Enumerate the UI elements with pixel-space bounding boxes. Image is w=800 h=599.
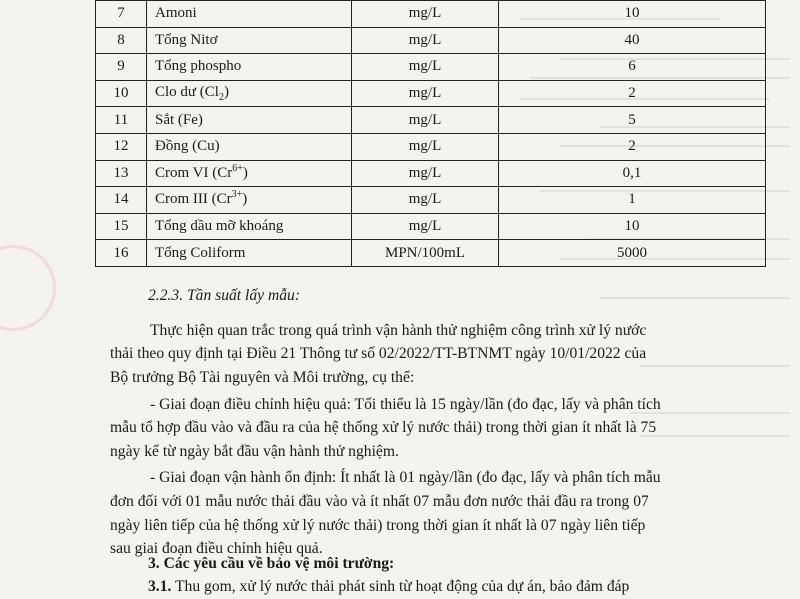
parameter-limit-value: 6 (499, 54, 766, 81)
parameter-name-text: Crom III (Cr (155, 191, 232, 208)
parameter-unit: mg/L (352, 27, 499, 54)
table-row (96, 213, 766, 240)
parameter-limit-value: 5000 (499, 240, 766, 267)
parameter-unit: mg/L (352, 160, 499, 187)
parameter-subscript: 2 (218, 92, 224, 104)
table-row (96, 133, 766, 160)
parameter-limit-value: 10 (499, 213, 766, 240)
phase1-line-2: mẫu tổ hợp đầu vào và đầu ra của hệ thống xử lý nước thải) trong thời gian ít nhất là 75 (110, 419, 657, 436)
parameter-table (95, 0, 766, 267)
section-223-heading: 2.2.3. Tần suất lấy mẫu: (148, 287, 301, 304)
parameter-name-text: Crom VI (Cr (155, 164, 233, 181)
parameter-limit-value: 40 (499, 27, 766, 54)
intro-line-2: thải theo quy định tại Điều 21 Thông tư số 02/2022/TT-BTNMT ngày 10/01/2022 của (110, 345, 647, 362)
item-31-text: Thu gom, xử lý nước thải phát sinh từ hoạt động của dự án, bảo đảm đáp (175, 578, 630, 595)
row-number: 10 (96, 80, 147, 107)
table-row (96, 240, 766, 267)
parameter-superscript: 3+ (231, 189, 243, 201)
parameter-name-text: Tổng dầu mỡ khoáng (155, 218, 284, 235)
parameter-unit: mg/L (352, 213, 499, 240)
parameter-name (147, 133, 352, 160)
row-number: 13 (96, 160, 147, 187)
parameter-unit: mg/L (352, 187, 499, 214)
table-row (96, 187, 766, 214)
parameter-superscript: 6+ (232, 162, 243, 174)
phase2-line-3: ngày liên tiếp của hệ thống xử lý nước thải) trong thời gian ít nhất là 07 ngày liên tiếp (110, 517, 646, 534)
parameter-name-text: Đồng (Cu) (155, 138, 220, 155)
table-row (96, 80, 766, 107)
parameter-limit-value: 0,1 (499, 160, 766, 187)
phase2-line-2: đơn đối với 01 mẫu nước thải đầu vào và ít nhất 07 mẫu đơn nước thải đầu ra trong 07 (110, 493, 649, 510)
parameter-name (147, 27, 352, 54)
row-number: 7 (96, 1, 147, 28)
row-number: 8 (96, 27, 147, 54)
parameter-name-suffix: ) (242, 191, 248, 208)
row-number: 12 (96, 133, 147, 160)
parameter-name-text: Tổng phospho (155, 58, 242, 75)
parameter-name (147, 240, 352, 267)
intro-line-3: Bộ trưởng Bộ Tài nguyên và Môi trường, cụ thể: (110, 369, 415, 386)
item-31-number: 3.1. (148, 578, 172, 595)
row-number: 15 (96, 213, 147, 240)
row-number: 11 (96, 107, 147, 134)
parameter-name-text: Amoni (155, 5, 197, 22)
parameter-limit-value: 10 (499, 1, 766, 28)
phase1-line-1: - Giai đoạn điều chỉnh hiệu quả: Tối thiểu là 15 ngày/lần (đo đạc, lấy và phân tích (150, 396, 661, 413)
parameter-name (147, 80, 352, 107)
intro-line-1: Thực hiện quan trắc trong quá trình vận hành thử nghiệm công trình xử lý nước (150, 322, 647, 339)
parameter-unit: mg/L (352, 133, 499, 160)
parameter-limit-value: 5 (499, 107, 766, 134)
parameter-name-suffix: ) (223, 84, 229, 101)
table-row (96, 107, 766, 134)
section-3-heading: 3. Các yêu cầu về bảo vệ môi trường: (148, 555, 395, 572)
table-row (96, 54, 766, 81)
table-row (96, 27, 766, 54)
parameter-name (147, 1, 352, 28)
parameter-unit: mg/L (352, 107, 499, 134)
phase2-line-1: - Giai đoạn vận hành ổn định: Ít nhất là 01 ngày/lần (đo đạc, lấy và phân tích mẫu (150, 469, 661, 486)
table-row (96, 1, 766, 28)
faint-stamp-mark (0, 245, 56, 331)
parameter-limit-value: 2 (499, 80, 766, 107)
parameter-name-text: Sắt (Fe) (155, 111, 203, 128)
parameter-unit: mg/L (352, 80, 499, 107)
parameter-name-suffix: ) (242, 164, 248, 181)
row-number: 16 (96, 240, 147, 267)
item-31-line (148, 578, 629, 596)
parameter-name (147, 107, 352, 134)
row-number: 14 (96, 187, 147, 214)
row-number: 9 (96, 54, 147, 81)
table-row (96, 160, 766, 187)
parameter-limit-value: 2 (499, 133, 766, 160)
parameter-name-text: Tổng Coliform (155, 244, 246, 261)
parameter-limit-value: 1 (499, 187, 766, 214)
parameter-name-text: Clo dư (Cl (155, 84, 219, 101)
phase1-line-3: ngày kể từ ngày bắt đầu vận hành thử nghiệm. (110, 443, 399, 460)
parameter-unit: mg/L (352, 1, 499, 28)
parameter-name (147, 54, 352, 81)
parameter-unit: MPN/100mL (352, 240, 499, 267)
parameter-name (147, 160, 352, 187)
parameter-name-text: Tổng Nitơ (155, 31, 218, 48)
phase2-line-4: sau giai đoạn điều chỉnh hiệu quả. (110, 540, 323, 557)
parameter-name (147, 187, 352, 214)
parameter-unit: mg/L (352, 54, 499, 81)
parameter-name (147, 213, 352, 240)
